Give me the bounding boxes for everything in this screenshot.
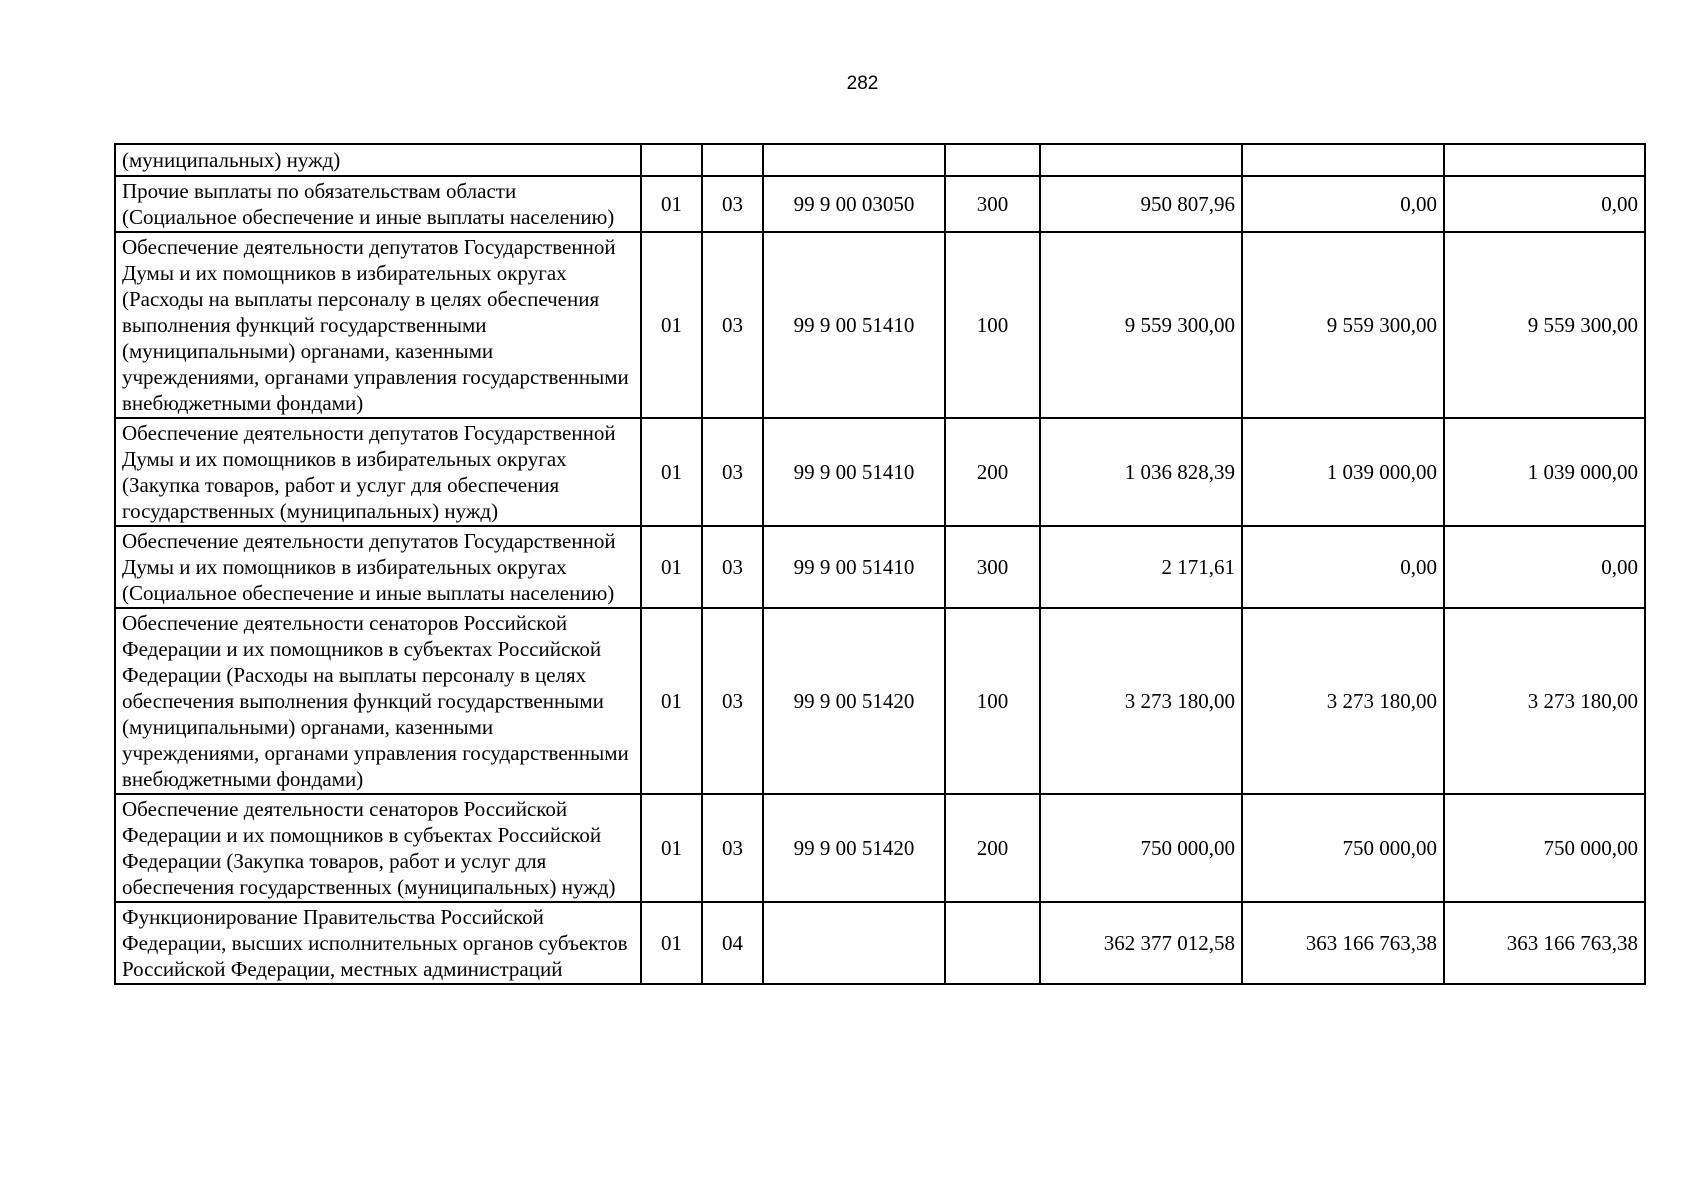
- subsection-code: 03: [702, 794, 763, 902]
- table-row: [115, 526, 1645, 608]
- table-row: [115, 794, 1645, 902]
- target-article-code: [763, 902, 945, 984]
- subsection-code: 03: [702, 176, 763, 232]
- section-code: 01: [641, 526, 702, 608]
- expense-name: (муниципальных) нужд): [115, 144, 641, 176]
- amount-year-3: 363 166 763,38: [1444, 902, 1645, 984]
- amount-year-1: [1040, 144, 1242, 176]
- amount-year-3: 1 039 000,00: [1444, 418, 1645, 526]
- expense-type-code: [945, 144, 1040, 176]
- table-row: [115, 608, 1645, 794]
- section-code: 01: [641, 418, 702, 526]
- subsection-code: 03: [702, 526, 763, 608]
- expense-type-code: 300: [945, 176, 1040, 232]
- section-code: [641, 144, 702, 176]
- target-article-code: 99 9 00 51420: [763, 794, 945, 902]
- expense-type-code: 200: [945, 794, 1040, 902]
- amount-year-1: 2 171,61: [1040, 526, 1242, 608]
- amount-year-3: 0,00: [1444, 526, 1645, 608]
- amount-year-1: 1 036 828,39: [1040, 418, 1242, 526]
- amount-year-2: 0,00: [1242, 176, 1444, 232]
- target-article-code: 99 9 00 51410: [763, 232, 945, 418]
- amount-year-3: [1444, 144, 1645, 176]
- amount-year-3: 750 000,00: [1444, 794, 1645, 902]
- table-row: [115, 144, 1645, 176]
- section-code: 01: [641, 176, 702, 232]
- subsection-code: 03: [702, 608, 763, 794]
- amount-year-3: 0,00: [1444, 176, 1645, 232]
- expense-name: Функционирование Правительства Российской Федерации, высших исполнительных органов субъектов Российской Федерации, местных администраций: [115, 902, 641, 984]
- subsection-code: 03: [702, 232, 763, 418]
- expense-name: Обеспечение деятельности сенаторов Российской Федерации и их помощников в субъектах Российской Федерации (Расходы на выплаты персоналу в целях обеспечения выполнения функций государственными (муниципальными) органами, казенными учреждениями, органами управления государственными внебюджетными фондами): [115, 608, 641, 794]
- amount-year-2: 363 166 763,38: [1242, 902, 1444, 984]
- section-code: 01: [641, 232, 702, 418]
- amount-year-2: 750 000,00: [1242, 794, 1444, 902]
- section-code: 01: [641, 902, 702, 984]
- section-code: 01: [641, 608, 702, 794]
- expense-type-code: 100: [945, 608, 1040, 794]
- budget-table: [114, 143, 1646, 985]
- target-article-code: 99 9 00 51420: [763, 608, 945, 794]
- amount-year-2: [1242, 144, 1444, 176]
- expense-name: Обеспечение деятельности депутатов Государственной Думы и их помощников в избирательных округах (Закупка товаров, работ и услуг для обеспечения государственных (муниципальных) нужд): [115, 418, 641, 526]
- expense-type-code: 100: [945, 232, 1040, 418]
- table-row: [115, 418, 1645, 526]
- expense-type-code: 300: [945, 526, 1040, 608]
- subsection-code: [702, 144, 763, 176]
- subsection-code: 04: [702, 902, 763, 984]
- amount-year-1: 750 000,00: [1040, 794, 1242, 902]
- section-code: 01: [641, 794, 702, 902]
- expense-type-code: [945, 902, 1040, 984]
- amount-year-2: 3 273 180,00: [1242, 608, 1444, 794]
- expense-name: Обеспечение деятельности депутатов Государственной Думы и их помощников в избирательных округах (Расходы на выплаты персоналу в целях обеспечения выполнения функций государственными (муниципальными) органами, казенными учреждениями, органами управления государственными внебюджетными фондами): [115, 232, 641, 418]
- expense-type-code: 200: [945, 418, 1040, 526]
- amount-year-3: 3 273 180,00: [1444, 608, 1645, 794]
- amount-year-3: 9 559 300,00: [1444, 232, 1645, 418]
- target-article-code: [763, 144, 945, 176]
- page-number: 282: [846, 73, 879, 94]
- subsection-code: 03: [702, 418, 763, 526]
- amount-year-1: 3 273 180,00: [1040, 608, 1242, 794]
- expense-name: Обеспечение деятельности сенаторов Российской Федерации и их помощников в субъектах Российской Федерации (Закупка товаров, работ и услуг для обеспечения государственных (муниципальных) нужд): [115, 794, 641, 902]
- amount-year-1: 9 559 300,00: [1040, 232, 1242, 418]
- table-row: [115, 232, 1645, 418]
- amount-year-1: 362 377 012,58: [1040, 902, 1242, 984]
- table-row: [115, 176, 1645, 232]
- expense-name: Обеспечение деятельности депутатов Государственной Думы и их помощников в избирательных округах (Социальное обеспечение и иные выплаты населению): [115, 526, 641, 608]
- amount-year-2: 1 039 000,00: [1242, 418, 1444, 526]
- target-article-code: 99 9 00 03050: [763, 176, 945, 232]
- amount-year-2: 0,00: [1242, 526, 1444, 608]
- table-row: [115, 902, 1645, 984]
- amount-year-2: 9 559 300,00: [1242, 232, 1444, 418]
- target-article-code: 99 9 00 51410: [763, 418, 945, 526]
- amount-year-1: 950 807,96: [1040, 176, 1242, 232]
- expense-name: Прочие выплаты по обязательствам области (Социальное обеспечение и иные выплаты населению): [115, 176, 641, 232]
- target-article-code: 99 9 00 51410: [763, 526, 945, 608]
